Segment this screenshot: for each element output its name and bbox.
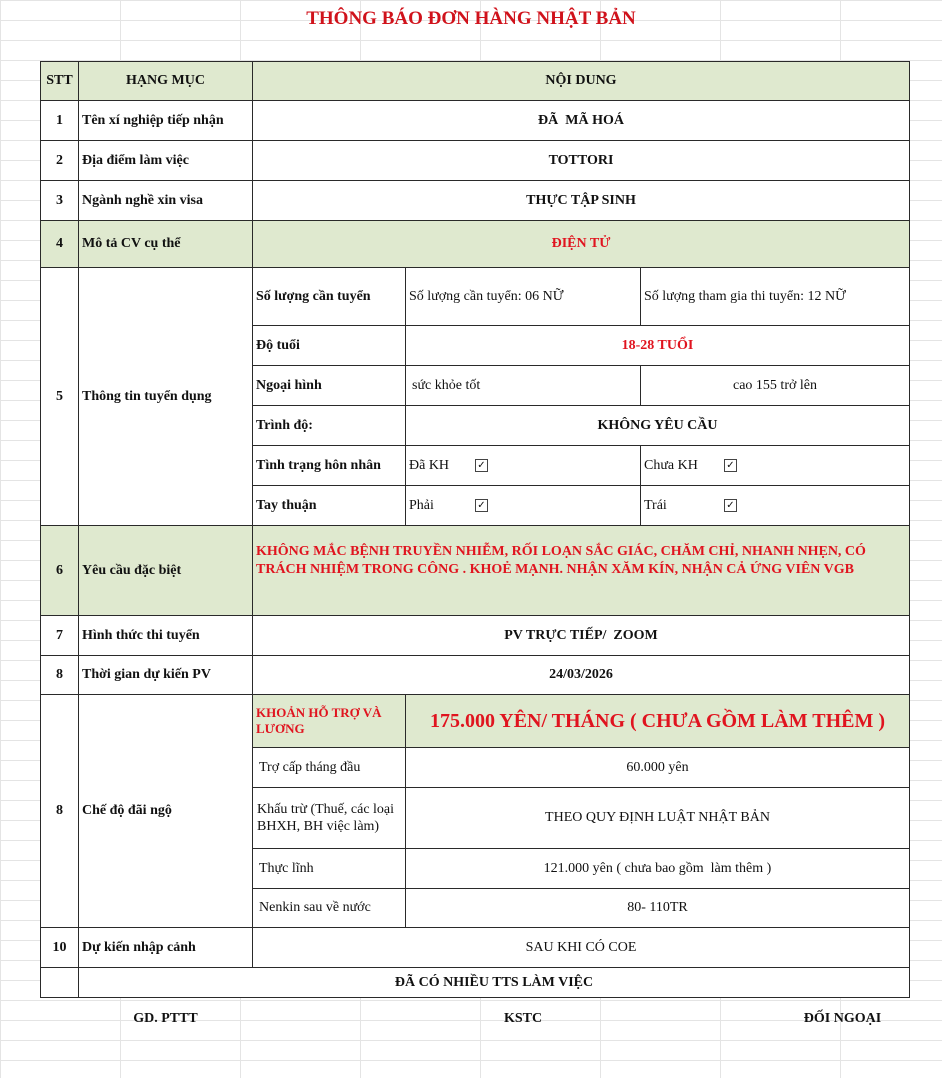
row7-stt: 7 [40,615,79,656]
signature-doi-ngoai: ĐỐI NGOẠI [803,1011,882,1027]
row8a-stt: 8 [40,655,79,695]
khau-tru-value: THEO QUY ĐỊNH LUẬT NHẬT BẢN [405,787,910,849]
chua-kh-label: Chưa KH [644,457,698,473]
da-kh-checkbox[interactable]: ✓ [475,459,488,472]
page-title: THÔNG BÁO ĐƠN HÀNG NHẬT BẢN [306,8,636,29]
row8a-value: 24/03/2026 [252,655,910,695]
khau-tru-label: Khấu trừ (Thuế, các loại BHXH, BH việc làm) [252,787,406,849]
row4-stt: 4 [40,220,79,268]
trai-label: Trái [644,497,667,513]
tro-cap-value: 60.000 yên [405,747,910,788]
do-tuoi-value: 18-28 TUỔI [405,325,910,366]
row8b-stt: 8 [40,694,79,928]
do-tuoi-label: Độ tuổi [252,325,406,366]
signature-gd-pttt: GD. PTTT [133,1011,198,1027]
trinh-do-label: Trình độ: [252,405,406,446]
row7-label: Hình thức thi tuyển [78,615,253,656]
row4-value: ĐIỆN TỬ [252,220,910,268]
da-kh-label: Đã KH [409,457,450,473]
hon-nhan-da-kh [405,445,641,486]
header-stt: STT [40,61,79,101]
trai-checkbox[interactable]: ✓ [724,499,737,512]
row10-stt: 10 [40,927,79,968]
row1-value: ĐÃ MÃ HOÁ [252,100,910,141]
header-hang-muc: HẠNG MỤC [78,61,253,101]
nenkin-label: Nenkin sau về nước [252,888,406,928]
so-luong-label: Số lượng cần tuyển [252,267,406,326]
row2-value: TOTTORI [252,140,910,181]
row6-label: Yêu cầu đặc biệt [78,525,253,616]
ngoai-hinh-label: Ngoại hình [252,365,406,406]
row6-value: KHÔNG MẮC BỆNH TRUYỀN NHIỄM, RỐI LOẠN SẮC GIÁC, CHĂM CHỈ, NHANH NHẸN, CÓ TRÁCH NHIỆM TRONG CÔNG . KHOẺ MẠNH. NHẬN XĂM KÍN, NHẬN CẢ ỨNG VIÊN VGB [252,525,910,616]
row8a-label: Thời gian dự kiến PV [78,655,253,695]
row10-value: SAU KHI CÓ COE [252,927,910,968]
phai-label: Phải [409,497,434,513]
row4-label: Mô tả CV cụ thể [78,220,253,268]
row1-label: Tên xí nghiệp tiếp nhận [78,100,253,141]
footer-note: ĐÃ CÓ NHIỀU TTS LÀM VIỆC [78,967,910,998]
luong-value: 175.000 YÊN/ THÁNG ( CHƯA GỒM LÀM THÊM ) [405,694,910,748]
row5-label: Thông tin tuyển dụng [78,267,253,526]
row10-label: Dự kiến nhập cảnh [78,927,253,968]
row2-stt: 2 [40,140,79,181]
thuc-linh-label: Thực lĩnh [252,848,406,889]
hon-nhan-chua-kh [640,445,910,486]
ngoai-hinh-suc-khoe: sức khỏe tốt [405,365,641,406]
tay-thuan-trai [640,485,910,526]
nenkin-value: 80- 110TR [405,888,910,928]
thuc-linh-value: 121.000 yên ( chưa bao gồm làm thêm ) [405,848,910,889]
row3-value: THỰC TẬP SINH [252,180,910,221]
tay-thuan-phai [405,485,641,526]
so-luong-tham-gia: Số lượng tham gia thi tuyển: 12 NỮ [640,267,910,326]
footer-blank-cell [40,967,79,998]
header-noi-dung: NỘI DUNG [252,61,910,101]
row3-label: Ngành nghề xin visa [78,180,253,221]
luong-label: KHOẢN HỖ TRỢ VÀ LƯƠNG [252,694,406,748]
so-luong-can-tuyen: Số lượng cần tuyển: 06 NỮ [405,267,641,326]
row7-value: PV TRỰC TIẾP/ ZOOM [252,615,910,656]
row2-label: Địa điểm làm việc [78,140,253,181]
row1-stt: 1 [40,100,79,141]
tay-thuan-label: Tay thuận [252,485,406,526]
chua-kh-checkbox[interactable]: ✓ [724,459,737,472]
row6-stt: 6 [40,525,79,616]
trinh-do-value: KHÔNG YÊU CẦU [405,405,910,446]
signature-kstc: KSTC [503,1011,543,1027]
phai-checkbox[interactable]: ✓ [475,499,488,512]
row3-stt: 3 [40,180,79,221]
hon-nhan-label: Tình trạng hôn nhân [252,445,406,486]
row5-stt: 5 [40,267,79,526]
tro-cap-label: Trợ cấp tháng đầu [252,747,406,788]
ngoai-hinh-chieu-cao: cao 155 trở lên [640,365,910,406]
row8b-label: Chế độ đãi ngộ [78,694,253,928]
